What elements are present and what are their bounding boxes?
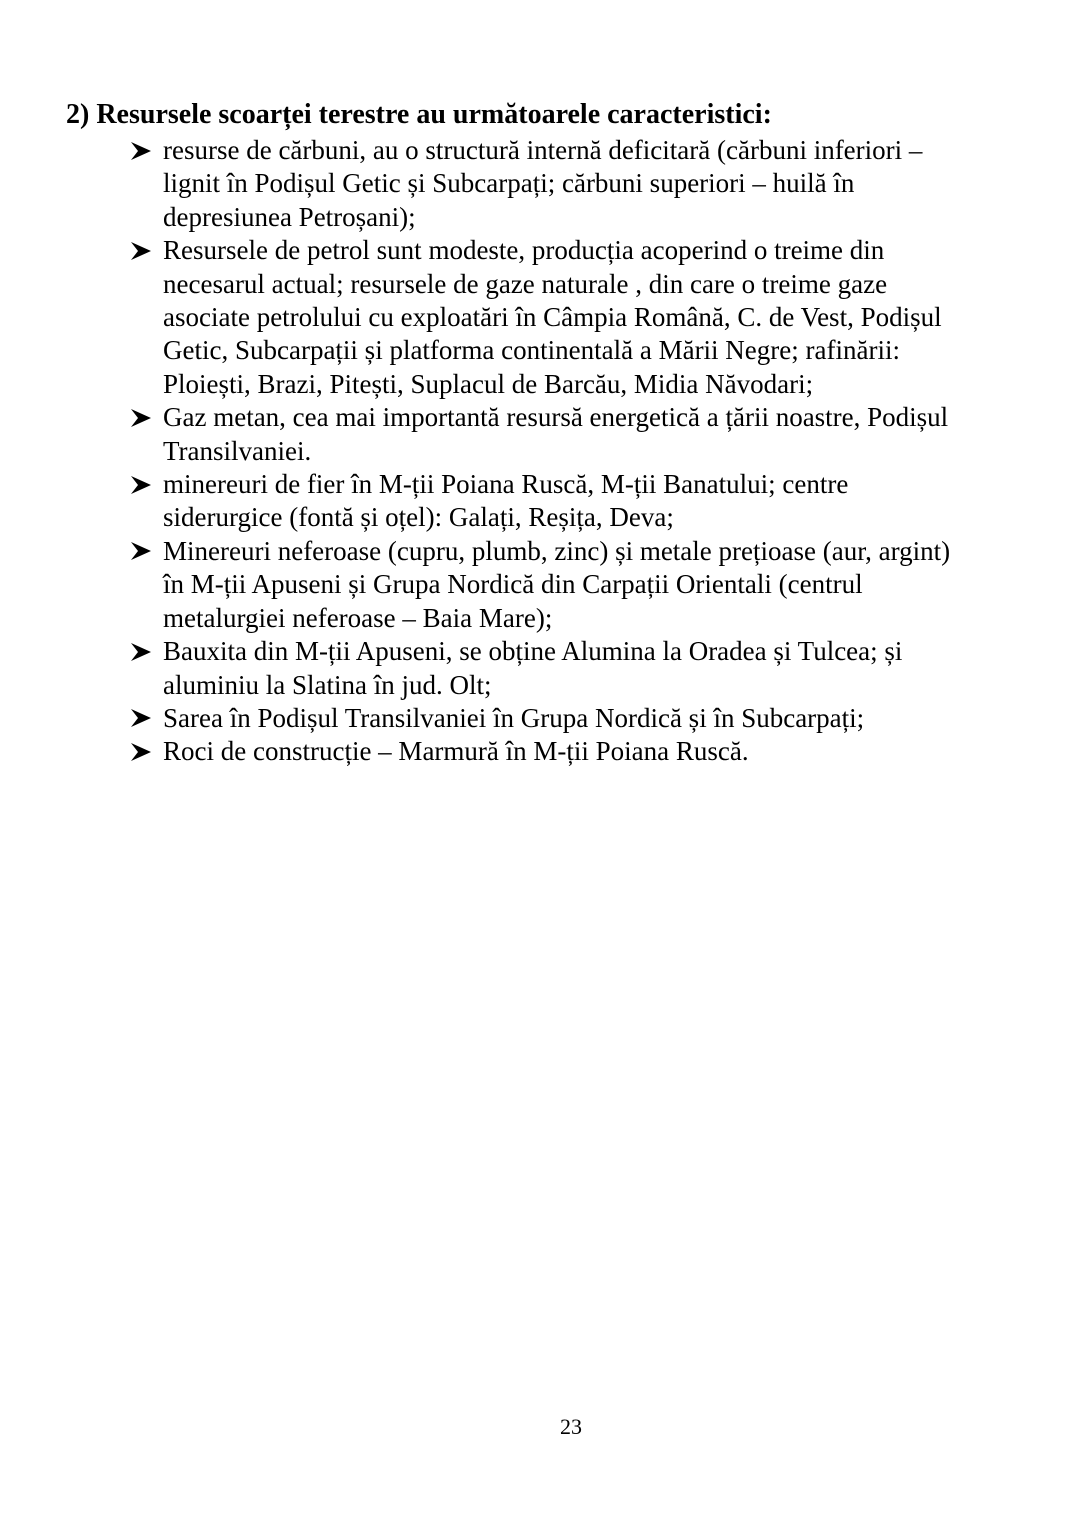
list-item-line: în M-ții Apuseni și Grupa Nordică din Carpații Orientali (centrul bbox=[163, 569, 863, 600]
list-item bbox=[130, 735, 1030, 768]
list-item-line: necesarul actual; resursele de gaze naturale , din care o treime gaze bbox=[163, 268, 888, 299]
arrowhead-bullet-icon bbox=[130, 134, 154, 167]
list-item-text bbox=[163, 468, 1030, 535]
list-item-line: Getic, Subcarpații și platforma continentală a Mării Negre; rafinării: bbox=[163, 335, 900, 366]
list-item bbox=[130, 702, 1030, 735]
list-item-line: minereuri de fier în M-ții Poiana Ruscă, M-ții Banatului; centre bbox=[163, 469, 849, 500]
arrowhead-bullet-icon bbox=[130, 234, 154, 267]
list-item bbox=[130, 535, 1030, 635]
list-item-line: lignit în Podișul Getic și Subcarpați; cărbuni superiori – huilă în bbox=[163, 168, 855, 199]
arrowhead-bullet-icon bbox=[130, 735, 154, 768]
list-item-line: Ploiești, Brazi, Pitești, Suplacul de Barcău, Midia Năvodari; bbox=[163, 368, 814, 399]
list-item-line: aluminiu la Slatina în jud. Olt; bbox=[163, 669, 492, 700]
list-item-text bbox=[163, 702, 1030, 735]
arrowhead-bullet-icon bbox=[130, 535, 154, 568]
resource-bullet-list bbox=[130, 134, 1030, 769]
list-item-line: asociate petrolului cu exploatări în Câmpia Română, C. de Vest, Podișul bbox=[163, 302, 942, 333]
list-item-line: siderurgice (fontă și oțel): Galați, Reșița, Deva; bbox=[163, 502, 674, 533]
list-item-line: Bauxita din M-ții Apuseni, se obține Alumina la Oradea și Tulcea; și bbox=[163, 636, 903, 667]
list-item-text bbox=[163, 401, 1030, 468]
list-item-text bbox=[163, 134, 1030, 234]
list-item-text bbox=[163, 535, 1030, 635]
list-item-line: resurse de cărbuni, au o structură internă deficitară (cărbuni inferiori – bbox=[163, 135, 923, 165]
list-item-line: Sarea în Podișul Transilvaniei în Grupa Nordică și în Subcarpați; bbox=[163, 702, 865, 733]
arrowhead-bullet-icon bbox=[130, 635, 154, 668]
list-item-line: Gaz metan, cea mai importantă resursă energetică a țării noastre, Podișul bbox=[163, 402, 949, 433]
arrowhead-bullet-icon bbox=[130, 468, 154, 501]
list-item bbox=[130, 401, 1030, 468]
list-item-line: Resursele de petrol sunt modeste, producția acoperind o treime din bbox=[163, 235, 885, 266]
list-item bbox=[130, 134, 1030, 234]
page-number: 23 bbox=[560, 1414, 582, 1439]
list-item-line: metalurgiei neferoase – Baia Mare); bbox=[163, 602, 553, 633]
list-item-line: Roci de construcție – Marmură în M-ții Poiana Ruscă. bbox=[163, 736, 749, 767]
list-item bbox=[130, 468, 1030, 535]
list-item-line: depresiunea Petroșani); bbox=[163, 201, 416, 232]
section-heading: 2) Resursele scoarței terestre au următoarele caracteristici: bbox=[66, 99, 772, 130]
list-item-text bbox=[163, 635, 1030, 702]
list-item-text bbox=[163, 735, 1030, 768]
list-item-text bbox=[163, 234, 1030, 401]
list-item-line: Minereuri neferoase (cupru, plumb, zinc) și metale prețioase (aur, argint) bbox=[163, 535, 951, 566]
list-item-line: Transilvaniei. bbox=[163, 435, 312, 466]
arrowhead-bullet-icon bbox=[130, 702, 154, 735]
list-item bbox=[130, 234, 1030, 401]
arrowhead-bullet-icon bbox=[130, 401, 154, 434]
list-item bbox=[130, 635, 1030, 702]
